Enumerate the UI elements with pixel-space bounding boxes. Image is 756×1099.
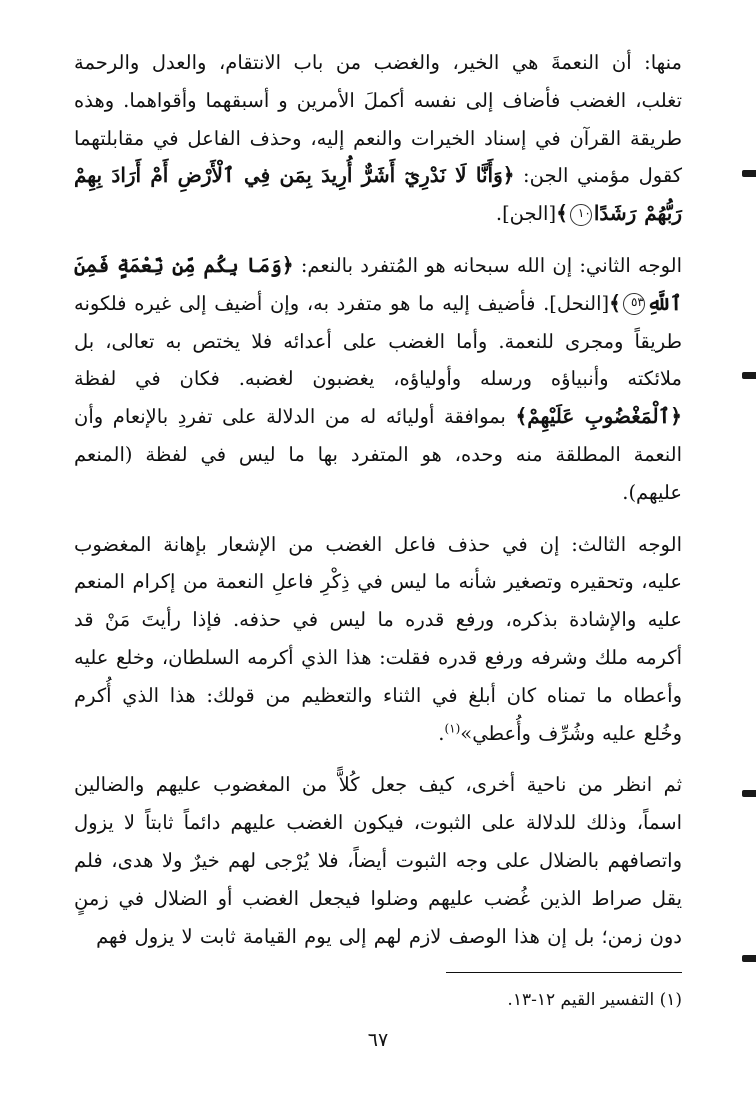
quran-verse: ﴿وَمَا بِكُم مِّن نِّعْمَةٍ فَمِنَ ٱللَّهِ: [74, 252, 682, 315]
book-page: [74, 44, 682, 1054]
paragraph: [74, 526, 682, 753]
footnote-divider: [446, 972, 682, 973]
paragraph-text: .: [438, 721, 445, 745]
verse-number-marker: ١٠: [570, 204, 592, 226]
footnote-reference: (١): [444, 721, 461, 736]
paragraph-text: [الجن].: [495, 202, 557, 226]
paragraph: [74, 247, 682, 512]
paragraph: [74, 766, 682, 955]
verse-number-marker: ٥٣: [623, 293, 645, 315]
page-edge-mark: [742, 170, 756, 177]
paragraph-text: ثم انظر من ناحية أخرى، كيف جعل كُلاًّ من المغضوب عليهم والضالين اسماً، وذلك للدلالة على الثبوت، فيكون الغضب عليهم دائماً ثابتاً لا يزول واتصافهم بالضلال على وجه الثبوت أيضاً، فلا يُرْجى لهم خيرٌ ولا هدى، فلم يقل صراط الذين غُضب عليهم وضلوا فيجعل الغضب أو الضلال في زمنٍ دون زمن؛ بل إن هذا الوصف لازم لهم إلى يوم القيامة ثابت لا يزول فهم: [74, 773, 682, 948]
page-edge-mark: [742, 955, 756, 962]
footnote: (١) التفسير القيم ١٢-١٣.: [507, 990, 682, 1010]
page-edge-mark: [742, 372, 756, 379]
paragraph-text: الوجه الثالث: إن في حذف فاعل الغضب من الإشعار بإهانة المغضوب عليه، وتحقيره وتصغير شأنه ما ليس في ذِكْرِ فاعلِ النعمة من إكرام المنعم عليه والإشادة بذكره، ورفع قدره ما ليس في حذفه. فإذا رأيتَ مَنْ قد أكرمه ملك وشرفه ورفع قدره فقلت: هذا الذي أكرمه السلطان، وخلع عليه وأعطاه ما تمناه كان أبلغ في الثناء والتعظيم من قولك: هذا الذي أُكرم وخُلع عليه وشُرِّف وأُعطي»: [74, 532, 682, 745]
body-text: [74, 44, 682, 955]
quran-verse: ﴾: [556, 201, 568, 226]
paragraph-text: [النحل]. فأضيف إليه ما هو متفرد به، وإن أضيف إلى غيره فلكونه طريقاً ومجرى للنعمة. وأما الغضب على أعدائه فلا يختص به تعالى، بل ملائكته وأنبياؤه ورسله وأولياؤه، يغضبون لغضبه. فكان في لفظة: [74, 291, 682, 391]
quran-verse: ﴾: [609, 290, 621, 315]
paragraph-text: بموافقة أوليائه له من الدلالة على تفردِ بالإنعام وأن النعمة المطلقة منه وحده، هو المتفرد بها ما ليس في لفظة (المنعم عليهم).: [74, 405, 682, 504]
quran-verse: ﴿ٱلْمَغْضُوبِ عَلَيْهِمْ﴾: [515, 404, 682, 429]
paragraph: [74, 44, 682, 233]
page-number: ٦٧: [367, 1029, 389, 1051]
paragraph-text: الوجه الثاني: إن الله سبحانه هو المُتفرد بالنعم:: [293, 253, 682, 277]
paragraph-text: منها: أن النعمةَ هي الخير، والغضب من باب الانتقام، والعدل والرحمة تغلب، الغضب فأضاف إلى نفسه أكملَ الأمرين و أسبقهما وأقواهما. وهذه طريقة القرآن في إسناد الخيرات والنعم إليه، وحذف الفاعل في مقابلتهما كقول مؤمني الجن:: [74, 51, 682, 188]
page-edge-mark: [742, 790, 756, 797]
quran-verse: ﴿وَأَنَّا لَا نَدْرِيٓ أَشَرٌّ أُرِيدَ بِمَن فِي ٱلْأَرْضِ أَمْ أَرَادَ بِهِمْ رَبُّهُمْ رَشَدًا: [74, 163, 682, 226]
